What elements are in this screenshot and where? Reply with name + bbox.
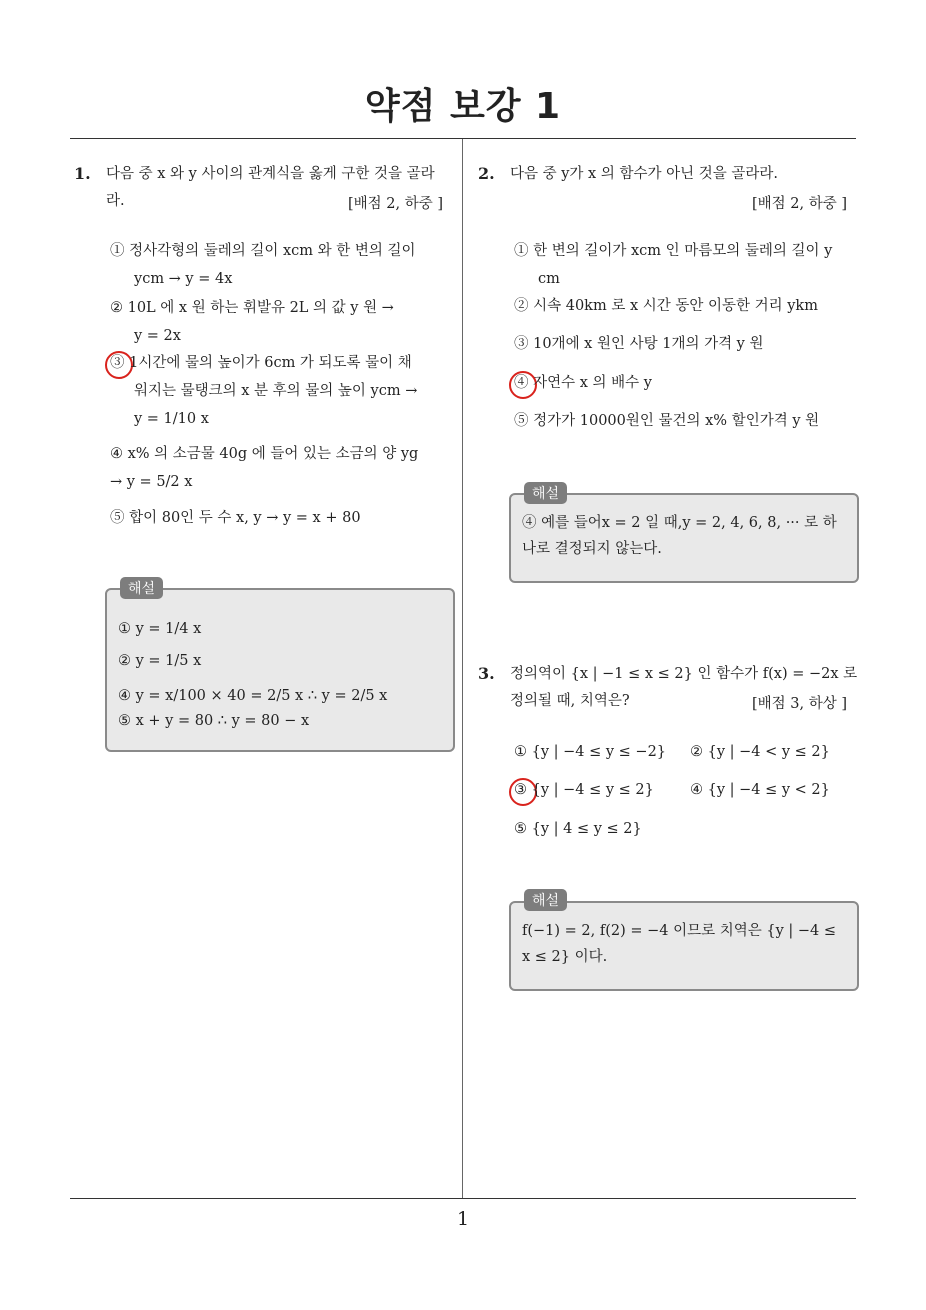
q3-option-4: ④ {y | −4 ≤ y < 2} bbox=[690, 782, 830, 798]
q3-solution-line-2: x ≤ 2} 이다. bbox=[522, 949, 608, 965]
question-1-text-line2: 라. bbox=[106, 193, 125, 209]
question-2-text: 다음 중 y가 x 의 함수가 아닌 것을 골라라. bbox=[510, 166, 778, 182]
q1-solution-line-2: ② y = 1/5 x bbox=[118, 653, 202, 669]
question-3-number: 3. bbox=[478, 664, 495, 683]
page-title: 약점 보강 1 bbox=[364, 86, 562, 127]
question-1-text-line1: 다음 중 x 와 y 사이의 관계식을 옳게 구한 것을 골라 bbox=[106, 166, 435, 182]
q3-option-3: ③ {y | −4 ≤ y ≤ 2} bbox=[514, 782, 654, 798]
q1-option-3-formula: y = 1/10 x bbox=[134, 411, 209, 427]
q1-option-1-cont: ycm → y = 4x bbox=[134, 271, 233, 287]
q1-solution-tag: 해설 bbox=[120, 577, 163, 599]
q2-solution-line-2: 나로 결정되지 않는다. bbox=[522, 541, 662, 557]
q1-solution-line-1: ① y = 1/4 x bbox=[118, 621, 202, 637]
bottom-rule bbox=[70, 1198, 856, 1199]
q1-option-3-cont: 워지는 물탱크의 x 분 후의 물의 높이 ycm → bbox=[134, 383, 418, 399]
q2-option-1-cont: cm bbox=[538, 271, 560, 287]
q3-option-5: ⑤ {y | 4 ≤ y ≤ 2} bbox=[514, 821, 642, 837]
top-rule bbox=[70, 138, 856, 139]
q2-option-3: ③ 10개에 x 원인 사탕 1개의 가격 y 원 bbox=[514, 336, 764, 352]
q3-solution-line-1: f(−1) = 2, f(2) = −4 이므로 치역은 {y | −4 ≤ bbox=[522, 923, 837, 939]
q1-option-2: ② 10L 에 x 원 하는 휘발유 2L 의 값 y 원 → bbox=[110, 300, 394, 316]
q1-option-2-cont: y = 2x bbox=[134, 328, 181, 344]
question-3-score: [배점 3, 하상 ] bbox=[752, 696, 848, 712]
q1-option-1: ① 정사각형의 둘레의 길이 xcm 와 한 변의 길이 bbox=[110, 243, 416, 259]
q1-option-5: ⑤ 합이 80인 두 수 x, y → y = x + 80 bbox=[110, 510, 361, 526]
page-number: 1 bbox=[456, 1208, 470, 1230]
q2-option-1: ① 한 변의 길이가 xcm 인 마름모의 둘레의 길이 y bbox=[514, 243, 833, 259]
q1-option-4: ④ x% 의 소금물 40g 에 들어 있는 소금의 양 yg bbox=[110, 446, 419, 462]
q2-solution-line-1: ④ 예를 들어x = 2 일 때,y = 2, 4, 6, 8, ··· 로 하 bbox=[522, 515, 837, 531]
q3-solution-tag: 해설 bbox=[524, 889, 567, 911]
question-2-score: [배점 2, 하중 ] bbox=[752, 196, 848, 212]
q1-option-4-formula: → y = 5/2 x bbox=[110, 474, 193, 490]
q2-option-4: ④ 자연수 x 의 배수 y bbox=[514, 375, 652, 391]
q3-option-2: ② {y | −4 < y ≤ 2} bbox=[690, 744, 830, 760]
q1-option-3: ③ 1시간에 물의 높이가 6cm 가 되도록 물이 채 bbox=[110, 355, 412, 371]
question-1-number: 1. bbox=[74, 164, 91, 183]
q3-option-1: ① {y | −4 ≤ y ≤ −2} bbox=[514, 744, 667, 760]
column-divider bbox=[462, 139, 463, 1198]
q1-solution-line-3: ④ y = x/100 × 40 = 2/5 x ∴ y = 2/5 x bbox=[118, 688, 388, 704]
q2-option-5: ⑤ 정가가 10000원인 물건의 x% 할인가격 y 원 bbox=[514, 413, 820, 429]
question-1-score: [배점 2, 하중 ] bbox=[348, 196, 444, 212]
q2-option-2: ② 시속 40km 로 x 시간 동안 이동한 거리 ykm bbox=[514, 298, 818, 314]
q2-solution-tag: 해설 bbox=[524, 482, 567, 504]
question-3-text-line1: 정의역이 {x | −1 ≤ x ≤ 2} 인 함수가 f(x) = −2x 로 bbox=[510, 666, 858, 682]
question-3-text-line2: 정의될 때, 치역은? bbox=[510, 693, 630, 709]
question-2-number: 2. bbox=[478, 164, 495, 183]
q1-solution-line-4: ⑤ x + y = 80 ∴ y = 80 − x bbox=[118, 713, 310, 729]
